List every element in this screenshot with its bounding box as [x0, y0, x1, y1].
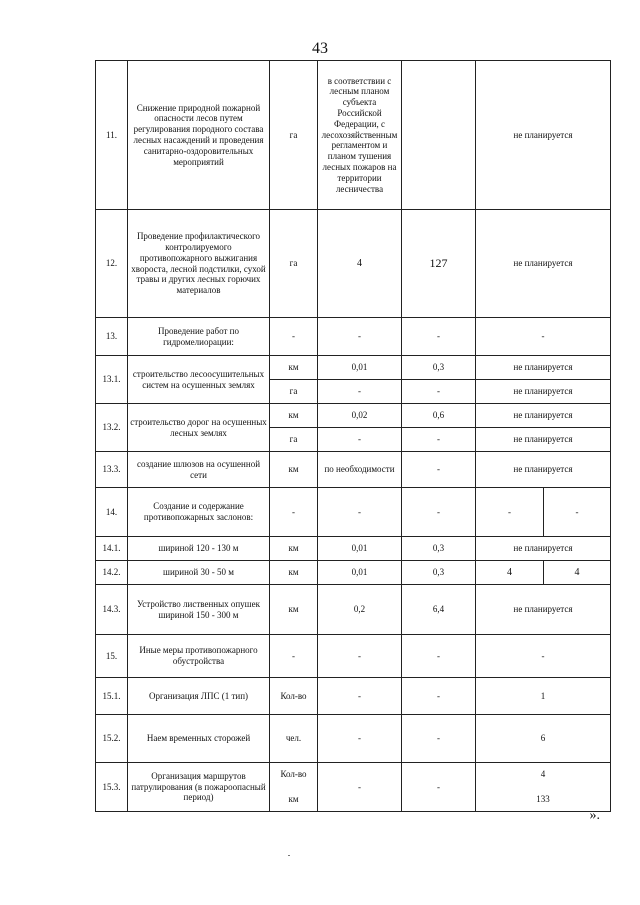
plan-cell: не планируется — [476, 585, 611, 635]
table-row — [96, 210, 611, 318]
value-cell: - — [402, 488, 476, 537]
value-cell: - — [318, 635, 402, 678]
row-number: 12. — [96, 210, 128, 318]
measure-name: Проведение профилактического контролируемого противопожарного выжигания хвороста, лесной подстилки, сухой травы и других лесных горючих материалов — [128, 210, 270, 318]
unit-cell: км — [270, 404, 318, 428]
value-cell: - — [318, 715, 402, 763]
value-cell: - — [318, 380, 402, 404]
unit-cell: км — [270, 561, 318, 585]
unit-cell: км — [270, 452, 318, 488]
value-cell: 4 — [544, 561, 611, 585]
value-cell: 6,4 — [402, 585, 476, 635]
value-cell: - — [318, 318, 402, 356]
unit-cell: - — [270, 318, 318, 356]
measure-name: Снижение природной пожарной опасности лесов путем регулирования породного состава лесных насаждений и проведения санитарно-оздоровительных мероприятий — [128, 61, 270, 210]
measure-name: строительство лесоосушительных систем на осушенных землях — [128, 356, 270, 404]
measure-name: Создание и содержание противопожарных заслонов: — [128, 488, 270, 537]
value-cell: - — [402, 452, 476, 488]
row-number: 15.2. — [96, 715, 128, 763]
unit-cell: га — [270, 380, 318, 404]
value-cell: - — [476, 488, 544, 537]
table-row — [96, 537, 611, 561]
value-cell: по необходимости — [318, 452, 402, 488]
row-number: 13.2. — [96, 404, 128, 452]
value-cell: - — [402, 380, 476, 404]
table-row — [96, 356, 611, 380]
unit-cell: га — [270, 61, 318, 210]
table-row — [96, 763, 611, 812]
table-row — [96, 452, 611, 488]
unit-label: Кол-во — [280, 769, 307, 780]
unit-cell: - — [270, 635, 318, 678]
table-row — [96, 488, 611, 537]
plan-cell: не планируется — [476, 380, 611, 404]
plan-cell: - — [476, 318, 611, 356]
plan-cell: 1 — [476, 678, 611, 715]
value-cell: - — [402, 428, 476, 452]
value-cell: - — [318, 488, 402, 537]
row-number: 14.1. — [96, 537, 128, 561]
unit-cell: чел. — [270, 715, 318, 763]
row-number: 14.3. — [96, 585, 128, 635]
measure-name: Организация маршрутов патрулирования (в пожароопасный период) — [128, 763, 270, 812]
measure-name: Устройство лиственных опушек шириной 150 - 300 м — [128, 585, 270, 635]
unit-cell: км — [270, 537, 318, 561]
measure-name: Проведение работ по гидромелиорации: — [128, 318, 270, 356]
row-number: 14.2. — [96, 561, 128, 585]
row-number: 13. — [96, 318, 128, 356]
plan-cell: не планируется — [476, 428, 611, 452]
measure-name: создание шлюзов на осушенной сети — [128, 452, 270, 488]
measure-name: Иные меры противопожарного обустройства — [128, 635, 270, 678]
unit-label: км — [288, 794, 299, 804]
value-cell: - — [402, 715, 476, 763]
table-row — [96, 585, 611, 635]
plan-cell: не планируется — [476, 61, 611, 210]
table-row — [96, 404, 611, 428]
value-cell: 0,01 — [318, 537, 402, 561]
plan-cell: - — [476, 635, 611, 678]
plan-cell: не планируется — [476, 210, 611, 318]
row-number: 11. — [96, 61, 128, 210]
value-cell: 0,01 — [318, 561, 402, 585]
value-cell: - — [402, 318, 476, 356]
table-row — [96, 715, 611, 763]
plan-cell: не планируется — [476, 537, 611, 561]
value-cell — [402, 61, 476, 210]
value-cell: - — [318, 678, 402, 715]
closing-quote: ». — [589, 808, 600, 823]
value-cell: - — [402, 763, 476, 812]
plan-cell: не планируется — [476, 356, 611, 380]
plan-value: 4 — [540, 769, 546, 780]
row-number: 13.1. — [96, 356, 128, 404]
value-cell: - — [318, 763, 402, 812]
measure-name: шириной 30 - 50 м — [128, 561, 270, 585]
unit-cell: га — [270, 428, 318, 452]
table-row — [96, 561, 611, 585]
value-cell: 0,02 — [318, 404, 402, 428]
value-cell: 127 — [402, 210, 476, 318]
unit-cell: Кол-во — [270, 678, 318, 715]
value-cell: в соответствии с лесным планом субъекта Российской Федерации, с лесохозяйственным регламентом и планом тушения лесных пожаров на территории лесничества — [318, 61, 402, 210]
value-cell: - — [402, 635, 476, 678]
table-row — [96, 635, 611, 678]
fire-prevention-table — [95, 60, 611, 812]
value-cell: - — [318, 428, 402, 452]
row-number: 15. — [96, 635, 128, 678]
plan-value: 133 — [536, 794, 550, 804]
measure-name: строительство дорог на осушенных лесных землях — [128, 404, 270, 452]
row-number: 13.3. — [96, 452, 128, 488]
unit-cell: км — [270, 585, 318, 635]
page-number: 43 — [312, 40, 328, 57]
value-cell: - — [544, 488, 611, 537]
value-cell: 4 — [476, 561, 544, 585]
row-number: 15.3. — [96, 763, 128, 812]
value-cell: 0,2 — [318, 585, 402, 635]
unit-cell: га — [270, 210, 318, 318]
value-cell: 0,6 — [402, 404, 476, 428]
scan-dot — [288, 855, 290, 856]
value-cell: - — [402, 678, 476, 715]
plan-cell: не планируется — [476, 452, 611, 488]
value-cell: 0,3 — [402, 561, 476, 585]
measure-name: шириной 120 - 130 м — [128, 537, 270, 561]
row-number: 14. — [96, 488, 128, 537]
table-row — [96, 61, 611, 210]
value-cell: 0,01 — [318, 356, 402, 380]
unit-cell: км — [270, 356, 318, 380]
measure-name: Организация ЛПС (1 тип) — [128, 678, 270, 715]
plan-cell — [476, 763, 611, 812]
table-row — [96, 678, 611, 715]
plan-cell: не планируется — [476, 404, 611, 428]
value-cell: 0,3 — [402, 537, 476, 561]
plan-cell: 6 — [476, 715, 611, 763]
table-row — [96, 318, 611, 356]
measure-name: Наем временных сторожей — [128, 715, 270, 763]
unit-cell — [270, 763, 318, 812]
value-cell: 4 — [318, 210, 402, 318]
unit-cell: - — [270, 488, 318, 537]
row-number: 15.1. — [96, 678, 128, 715]
value-cell: 0,3 — [402, 356, 476, 380]
